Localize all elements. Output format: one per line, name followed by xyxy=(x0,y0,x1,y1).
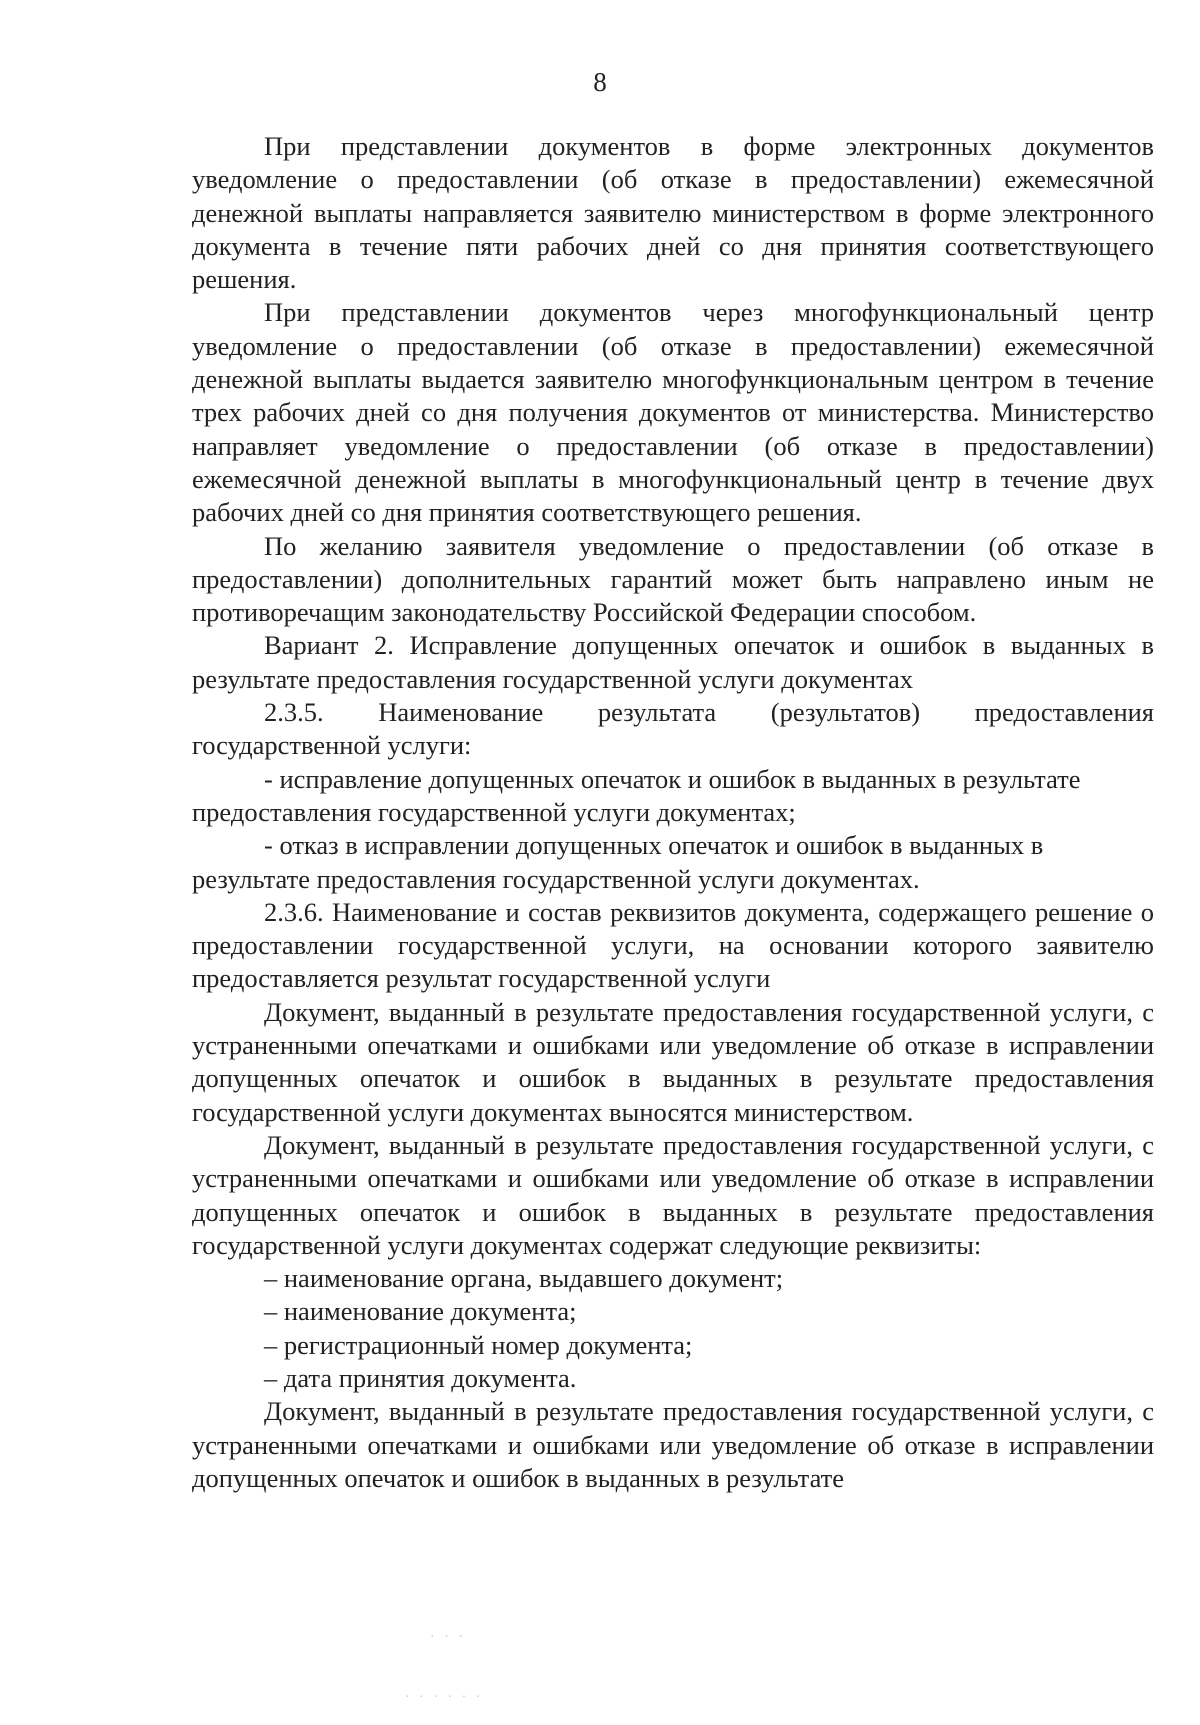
paragraph-2-3-5: 2.3.5. Наименование результата (результатов) предоставления государственной услуги: xyxy=(192,697,1154,761)
paragraph-mfc-notice: При представлении документов через многофункциональный центр уведомление о предоставлении (об отказе в предоставлении) ежемесячной денежной выплаты выдается заявителю многофункциональным центром в течение трех рабочих дней со дня получения документов от министерства. Министерство направляет уведомление о предоставлении (об отказе в предоставлении) ежемесячной денежной выплаты в многофункциональный центр в течение двух рабочих дней со дня принятия соответствующего решения. xyxy=(192,297,1154,528)
paragraph-document-issued: Документ, выданный в результате предоставления государственной услуги, с устраненными опечатками и ошибками или уведомление об отказе в исправлении допущенных опечаток и ошибок в выданных в результате предоставления государственной услуги документах выносятся министерством. xyxy=(192,996,1154,1127)
section-heading-variant-2: Вариант 2. Исправление допущенных опечаток и ошибок в выданных в результате предоставления государственной услуги документах xyxy=(192,630,1154,694)
paragraph-electronic-notice: При представлении документов в форме электронных документов уведомление о предоставлении (об отказе в предоставлении) ежемесячной денежной выплаты направляется заявителю министерством в форме электронного документа в течение пяти рабочих дней со дня принятия соответствующего решения. xyxy=(192,131,1154,295)
scan-noise: · · · xyxy=(430,1630,466,1645)
paragraph-document-requisites: Документ, выданный в результате предоставления государственной услуги, с устраненными опечатками и ошибками или уведомление об отказе в исправлении допущенных опечаток и ошибок в выданных в результате предоставления государственной услуги документах содержат следующие реквизиты: xyxy=(192,1129,1154,1260)
requisite-item-reg-number: – регистрационный номер документа; xyxy=(264,1329,693,1360)
list-item-correction: - исправление допущенных опечаток и ошибок в выданных в результате предоставления государственной услуги документах; xyxy=(192,763,1081,827)
requisite-item-authority: – наименование органа, выдавшего документ; xyxy=(264,1263,784,1294)
paragraph-applicant-wish: По желанию заявителя уведомление о предоставлении (об отказе в предоставлении) дополнительных гарантий может быть направлено иным не противоречащим законодательству Российской Федерации способом. xyxy=(192,530,1154,628)
list-item-refusal: - отказ в исправлении допущенных опечаток и ошибок в выданных в результате предоставления государственной услуги документах. xyxy=(192,830,1044,894)
paragraph-2-3-6: 2.3.6. Наименование и состав реквизитов документа, содержащего решение о предоставлении государственной услуги, на основании которого заявителю предоставляется результат государственной услуги xyxy=(192,896,1154,994)
requisite-item-document-name: – наименование документа; xyxy=(264,1296,577,1327)
requisite-item-date: – дата принятия документа. xyxy=(264,1362,577,1393)
paragraph-document-continued: Документ, выданный в результате предоставления государственной услуги, с устраненными опечатками и ошибками или уведомление об отказе в исправлении допущенных опечаток и ошибок в выданных в результате xyxy=(192,1396,1154,1493)
page-number: 8 xyxy=(593,67,607,97)
scan-noise: · · · · · · xyxy=(405,1690,484,1705)
document-body xyxy=(192,130,1154,1495)
